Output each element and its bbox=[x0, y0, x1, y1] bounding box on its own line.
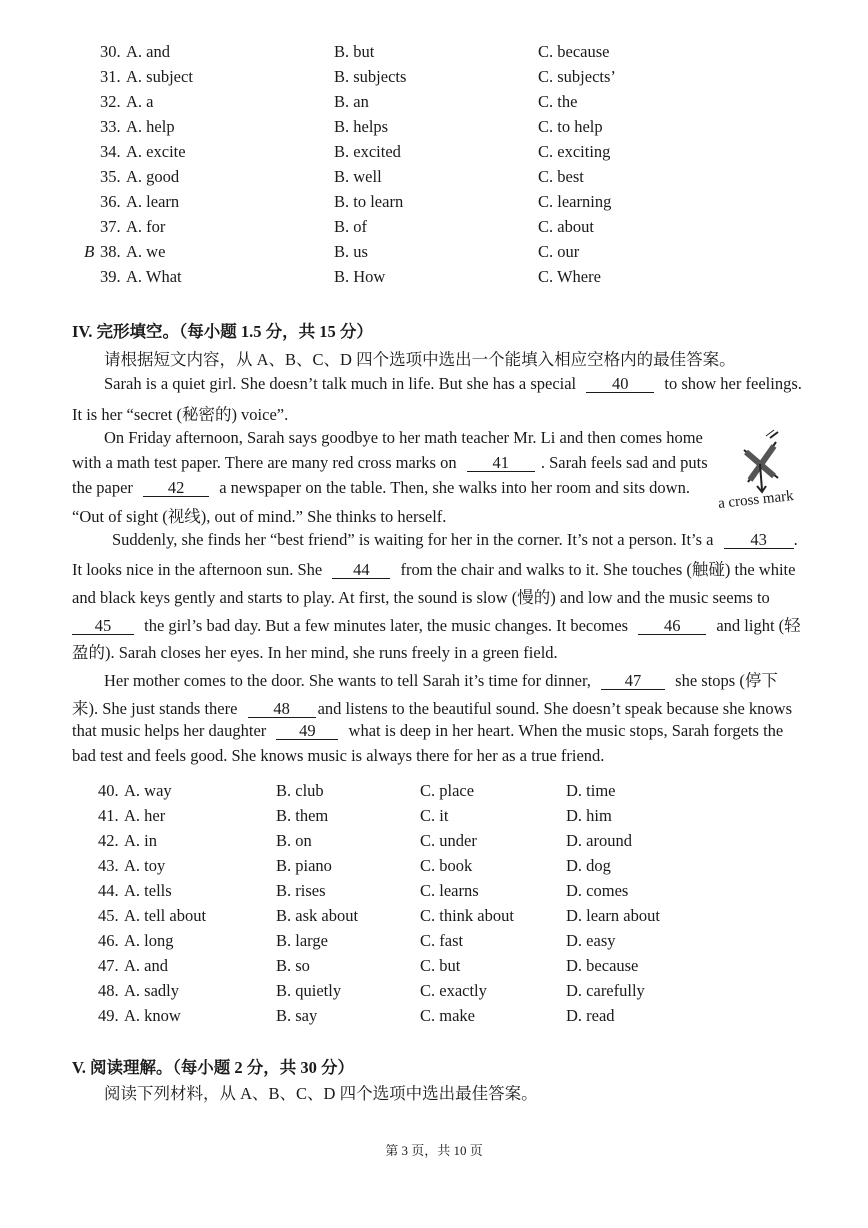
option-b: B. us bbox=[334, 242, 368, 261]
option-a: A. way bbox=[124, 781, 172, 800]
passage-text: It is her “secret (秘密的) voice”. bbox=[72, 405, 289, 424]
passage-text: Her mother comes to the door. She wants to tell Sarah it’s time for dinner, bbox=[104, 671, 591, 690]
option-a: A. and bbox=[126, 42, 170, 61]
question-number: 36. bbox=[100, 192, 121, 211]
option-d: D. because bbox=[566, 956, 639, 975]
blank-44: 44 bbox=[332, 562, 390, 579]
option-b: B. them bbox=[276, 806, 329, 825]
passage-text: from the chair and walks to it. She touches (触碰) the white bbox=[400, 560, 796, 579]
option-row bbox=[0, 806, 868, 828]
passage-text: Suddenly, she finds her “best friend” is waiting for her in the corner. It’s not a person. It’s a bbox=[112, 530, 714, 549]
option-b: B. excited bbox=[334, 142, 401, 161]
question-number: 38. bbox=[100, 242, 121, 261]
option-b: B. on bbox=[276, 831, 312, 850]
option-a: A. help bbox=[126, 117, 175, 136]
passage-text: and black keys gently and starts to play. At first, the sound is slow (慢的) and low and the music seems to bbox=[72, 588, 770, 607]
option-c: C. under bbox=[420, 831, 477, 850]
blank-41: 41 bbox=[467, 455, 535, 472]
option-a: A. tells bbox=[124, 881, 172, 900]
option-d: D. around bbox=[566, 831, 632, 850]
option-a: A. in bbox=[124, 831, 157, 850]
question-number: 35. bbox=[100, 167, 121, 186]
passage-text: “Out of sight (视线), out of mind.” She thinks to herself. bbox=[72, 507, 447, 526]
option-a: A. for bbox=[126, 217, 166, 236]
question-number: 40. bbox=[98, 781, 119, 800]
cross-mark-icon bbox=[726, 428, 796, 498]
option-row bbox=[0, 981, 868, 1003]
option-row bbox=[0, 831, 868, 853]
option-d: D. easy bbox=[566, 931, 616, 950]
blank-48: 48 bbox=[248, 701, 316, 718]
question-number: 49. bbox=[98, 1006, 119, 1025]
passage-text: what is deep in her heart. When the music stops, Sarah forgets the bbox=[348, 721, 784, 740]
passage-text: to show her feelings. bbox=[664, 374, 802, 393]
option-a: A. toy bbox=[124, 856, 166, 875]
passage-text: a newspaper on the table. Then, she walks into her room and sits down. bbox=[219, 478, 690, 497]
option-a: A. subject bbox=[126, 67, 193, 86]
option-row bbox=[0, 931, 868, 953]
option-c: C. book bbox=[420, 856, 473, 875]
question-number: 45. bbox=[98, 906, 119, 925]
option-b: B. of bbox=[334, 217, 367, 236]
option-c: C. to help bbox=[538, 117, 603, 136]
option-c: C. our bbox=[538, 242, 580, 261]
option-b: B. subjects bbox=[334, 67, 407, 86]
option-b: B. but bbox=[334, 42, 375, 61]
option-a: A. What bbox=[126, 267, 182, 286]
option-d: D. time bbox=[566, 781, 616, 800]
option-a: A. know bbox=[124, 1006, 181, 1025]
option-row bbox=[0, 67, 868, 89]
option-c: C. subjects’ bbox=[538, 67, 616, 86]
blank-43: 43 bbox=[724, 532, 794, 549]
cross-mark-figure bbox=[712, 428, 812, 520]
option-b: B. large bbox=[276, 931, 328, 950]
option-a: A. a bbox=[126, 92, 154, 111]
passage-text: and light (轻 bbox=[716, 616, 801, 635]
option-b: B. rises bbox=[276, 881, 326, 900]
passage-text: 盈的). Sarah closes her eyes. In her mind, she runs freely in a green field. bbox=[72, 643, 558, 662]
page-footer: 第 3 页，共 10 页 bbox=[385, 1143, 483, 1158]
option-row bbox=[0, 1006, 868, 1028]
option-b: B. an bbox=[334, 92, 369, 111]
question-number: 48. bbox=[98, 981, 119, 1000]
question-number: 30. bbox=[100, 42, 121, 61]
question-number: 31. bbox=[100, 67, 121, 86]
option-c: C. think about bbox=[420, 906, 514, 925]
option-row bbox=[0, 142, 868, 164]
option-a: A. we bbox=[126, 242, 166, 261]
option-c: C. learns bbox=[420, 881, 479, 900]
blank-40: 40 bbox=[586, 376, 654, 393]
passage-text: On Friday afternoon, Sarah says goodbye to her math teacher Mr. Li and then comes home bbox=[104, 428, 703, 447]
blank-47: 47 bbox=[601, 673, 665, 690]
passage-text: the girl’s bad day. But a few minutes later, the music changes. It becomes bbox=[144, 616, 629, 635]
option-c: C. exciting bbox=[538, 142, 611, 161]
option-b: B. to learn bbox=[334, 192, 404, 211]
option-b: B. ask about bbox=[276, 906, 359, 925]
option-d: D. learn about bbox=[566, 906, 660, 925]
section4-instruction: 请根据短文内容，从 A、B、C、D 四个选项中选出一个能填入相应空格内的最佳答案。 bbox=[104, 350, 736, 369]
passage-text: the paper bbox=[72, 478, 133, 497]
passage-text: 来). She just stands there bbox=[72, 699, 238, 718]
option-b: B. piano bbox=[276, 856, 332, 875]
passage-text: she stops (停下 bbox=[675, 671, 778, 690]
option-a: A. and bbox=[124, 956, 168, 975]
blank-45: 45 bbox=[72, 618, 134, 635]
figure-caption: a cross mark bbox=[717, 488, 795, 512]
option-b: B. How bbox=[334, 267, 386, 286]
question-number: 32. bbox=[100, 92, 121, 111]
option-a: A. sadly bbox=[124, 981, 179, 1000]
option-row bbox=[0, 267, 868, 289]
passage-text: that music helps her daughter bbox=[72, 721, 267, 740]
option-row bbox=[0, 956, 868, 978]
option-c: C. make bbox=[420, 1006, 475, 1025]
option-d: D. dog bbox=[566, 856, 611, 875]
blank-49: 49 bbox=[276, 723, 338, 740]
option-c: C. because bbox=[538, 42, 610, 61]
section4-heading: IV. 完形填空。（每小题 1.5 分，共 15 分） bbox=[72, 322, 373, 341]
option-row bbox=[0, 242, 868, 264]
question-number: 41. bbox=[98, 806, 119, 825]
option-row bbox=[0, 906, 868, 928]
passage-text: . Sarah feels sad and puts bbox=[540, 453, 708, 472]
question-number: 47. bbox=[98, 956, 119, 975]
option-b: B. helps bbox=[334, 117, 389, 136]
passage-text: bad test and feels good. She knows music is always there for her as a true friend. bbox=[72, 746, 605, 765]
option-a: A. excite bbox=[126, 142, 186, 161]
option-row bbox=[0, 881, 868, 903]
option-c: C. but bbox=[420, 956, 461, 975]
option-row bbox=[0, 781, 868, 803]
option-c: C. best bbox=[538, 167, 584, 186]
option-b: B. club bbox=[276, 781, 324, 800]
passage-text: with a math test paper. There are many red cross marks on bbox=[72, 453, 457, 472]
option-c: C. fast bbox=[420, 931, 464, 950]
passage-text: and listens to the beautiful sound. She doesn’t speak because she knows bbox=[317, 699, 793, 718]
section5-instruction: 阅读下列材料，从 A、B、C、D 四个选项中选出最佳答案。 bbox=[104, 1084, 538, 1103]
option-b: B. well bbox=[334, 167, 382, 186]
option-d: D. comes bbox=[566, 881, 629, 900]
blank-46: 46 bbox=[638, 618, 706, 635]
option-a: A. good bbox=[126, 167, 180, 186]
passage-text: . bbox=[793, 530, 798, 549]
option-d: D. read bbox=[566, 1006, 615, 1025]
option-c: C. it bbox=[420, 806, 449, 825]
option-c: C. learning bbox=[538, 192, 612, 211]
question-number: 33. bbox=[100, 117, 121, 136]
option-b: B. so bbox=[276, 956, 310, 975]
passage-text: It looks nice in the afternoon sun. She bbox=[72, 560, 323, 579]
passage-text: Sarah is a quiet girl. She doesn’t talk much in life. But she has a special bbox=[104, 374, 577, 393]
option-row bbox=[0, 856, 868, 878]
option-a: A. her bbox=[124, 806, 166, 825]
option-a: A. tell about bbox=[124, 906, 207, 925]
option-c: C. about bbox=[538, 217, 594, 236]
option-row bbox=[0, 42, 868, 64]
section5-heading: V. 阅读理解。（每小题 2 分，共 30 分） bbox=[72, 1058, 355, 1077]
option-row bbox=[0, 117, 868, 139]
option-row bbox=[0, 167, 868, 189]
option-row bbox=[0, 92, 868, 114]
option-a: A. long bbox=[124, 931, 174, 950]
question-number: 42. bbox=[98, 831, 119, 850]
option-b: B. quietly bbox=[276, 981, 342, 1000]
option-b: B. say bbox=[276, 1006, 318, 1025]
question-number: 43. bbox=[98, 856, 119, 875]
option-d: D. him bbox=[566, 806, 612, 825]
option-c: C. Where bbox=[538, 267, 601, 286]
option-c: C. exactly bbox=[420, 981, 487, 1000]
question-number: 39. bbox=[100, 267, 121, 286]
option-row bbox=[0, 217, 868, 239]
question-number: 46. bbox=[98, 931, 119, 950]
option-c: C. the bbox=[538, 92, 578, 111]
question-number: 34. bbox=[100, 142, 121, 161]
option-c: C. place bbox=[420, 781, 475, 800]
blank-42: 42 bbox=[143, 480, 209, 497]
option-a: A. learn bbox=[126, 192, 180, 211]
question-number: 44. bbox=[98, 881, 119, 900]
margin-mark: B bbox=[84, 242, 95, 261]
question-number: 37. bbox=[100, 217, 121, 236]
option-row bbox=[0, 192, 868, 214]
option-d: D. carefully bbox=[566, 981, 645, 1000]
